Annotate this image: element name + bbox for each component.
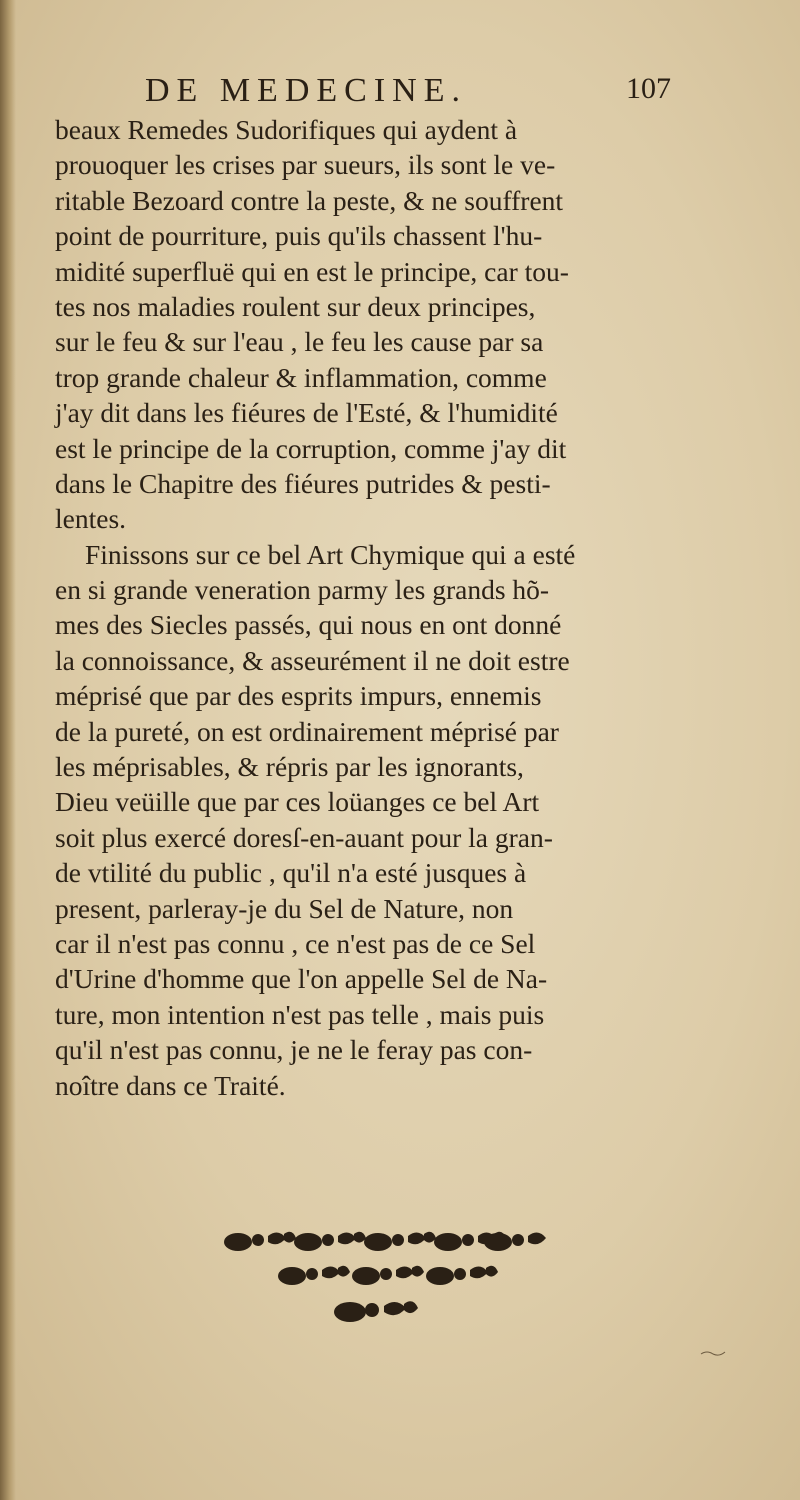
- text-line: Dieu veüille que par ces loüanges ce bel Art: [55, 786, 540, 818]
- text-line: dans le Chapitre des fiéures putrides & pesti-: [55, 467, 551, 499]
- text-line: lentes.: [55, 503, 127, 535]
- text-line: point de pourriture, puis qu'ils chassent l'hu-: [55, 220, 543, 252]
- text-line: present, parleray-je du Sel de Nature, non: [55, 892, 514, 924]
- text-line: mes des Siecles passés, qui nous en ont donné: [55, 609, 562, 641]
- running-head-title: DE MEDECINE.: [145, 72, 467, 109]
- text-line: tes nos maladies roulent sur deux principes,: [55, 290, 536, 322]
- text-line: prouoquer les crises par sueurs, ils sont le ve-: [55, 149, 556, 181]
- text-line: qu'il n'est pas connu, je ne le feray pas con-: [55, 1034, 533, 1066]
- text-line: est le principe de la corruption, comme j'ay dit: [55, 432, 567, 464]
- text-line: soit plus exercé doresſ-en-auant pour la gran-: [55, 821, 553, 853]
- page-number: 107: [626, 72, 671, 105]
- text-line: midité superfluë qui en est le principe, car tou-: [55, 255, 569, 287]
- text-line: trop grande chaleur & inflammation, comme: [55, 361, 547, 393]
- text-line: de la pureté, on est ordinairement méprisé par: [55, 715, 559, 747]
- text-line: les méprisables, & répris par les ignorants,: [55, 751, 524, 783]
- text-line: d'Urine d'homme que l'on appelle Sel de Na-: [55, 963, 548, 995]
- text-line: méprisé que par des esprits impurs, ennemis: [55, 680, 542, 712]
- text-line: de vtilité du public , qu'il n'a esté jusques à: [55, 857, 527, 889]
- body-text: [55, 112, 715, 1103]
- paragraph-start-line: Finissons sur ce bel Art Chymique qui a esté: [85, 538, 576, 570]
- ink-smudge-mark: [700, 1348, 726, 1358]
- text-line: car il n'est pas connu , ce n'est pas de ce Sel: [55, 927, 536, 959]
- text-line: sur le feu & sur l'eau , le feu les cause par sa: [55, 326, 544, 358]
- text-line: beaux Remedes Sudorifiques qui aydent à: [55, 114, 518, 145]
- fleuron-ornament-icon: [0, 1218, 800, 1338]
- text-line: en si grande veneration parmy les grands hõ-: [55, 574, 550, 606]
- text-line: ritable Bezoard contre la peste, & ne souffrent: [55, 184, 564, 216]
- text-line: j'ay dit dans les fiéures de l'Esté, & l'humidité: [55, 397, 558, 429]
- text-line: noître dans ce Traité.: [55, 1069, 286, 1101]
- text-line: ture, mon intention n'est pas telle , mais puis: [55, 998, 545, 1030]
- printers-ornament: [0, 1218, 800, 1338]
- text-line: la connoissance, & asseurément il ne doit estre: [55, 644, 570, 676]
